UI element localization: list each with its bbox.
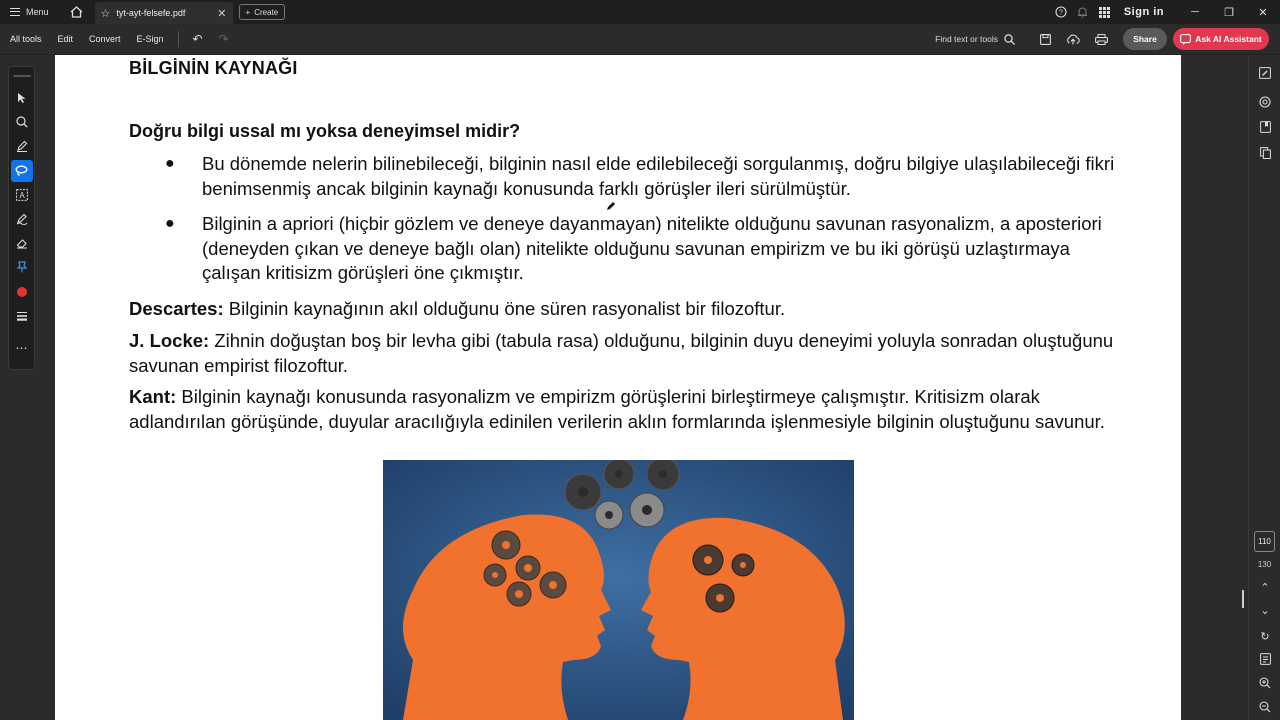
- ai-assistant-button[interactable]: [1173, 28, 1269, 50]
- total-pages: 130: [1257, 559, 1272, 569]
- find-tools-search[interactable]: [935, 34, 1015, 45]
- bullet-marker: ●: [165, 155, 175, 172]
- quick-tools-rail: [8, 66, 35, 370]
- star-icon[interactable]: ☆: [100, 7, 111, 20]
- find-label: Find text or tools: [935, 34, 998, 44]
- bookmark-icon[interactable]: [1258, 120, 1272, 134]
- more-tools-icon[interactable]: ⋯: [15, 340, 28, 355]
- convert-button[interactable]: Convert: [89, 34, 121, 44]
- line-weight-icon[interactable]: [11, 305, 33, 327]
- comment-zoom-icon[interactable]: [11, 111, 33, 133]
- kant-text: Bilginin kaynağı konusunda rasyonalizm ve empirizm görüşlerini birleştirmeye çalışmıştır. Kritisizm olarak adlandırılan görüşünde, duyular aracılığıyla edinilen verilerin aklın formlarında işlenmesiyle bilginin oluştuğunu savunur.: [129, 386, 1105, 432]
- ai-assistant-label: Ask AI Assistant: [1195, 34, 1262, 44]
- rotate-icon[interactable]: ↻: [1260, 630, 1270, 643]
- scroll-up-icon[interactable]: ⌃: [1260, 581, 1270, 594]
- pages-icon[interactable]: [1258, 146, 1272, 160]
- window-close-icon[interactable]: ✕: [1258, 6, 1268, 19]
- kant-label: Kant:: [129, 386, 177, 407]
- sign-in-button[interactable]: Sign in: [1123, 6, 1164, 18]
- menu-button[interactable]: [0, 0, 59, 24]
- color-picker-icon[interactable]: [11, 281, 33, 303]
- minimize-icon[interactable]: ─: [1191, 6, 1199, 18]
- comment-panel-icon[interactable]: [1258, 95, 1272, 109]
- share-button[interactable]: Share: [1123, 28, 1167, 50]
- bell-icon[interactable]: [1072, 0, 1094, 24]
- plus-icon: +: [245, 7, 251, 17]
- menu-label: Menu: [26, 7, 49, 17]
- fill-sign-icon[interactable]: [11, 208, 33, 230]
- descartes-text: Bilginin kaynağının akıl olduğunu öne süren rasyonalist bir filozoftur.: [223, 298, 786, 319]
- locke-text: Zihnin doğuştan boş bir levha gibi (tabula rasa) olduğunu, bilginin duyu deneyimi yoluyla sonradan oluştuğunu savunan empirist filozoftur.: [129, 330, 1114, 376]
- illustration-heads-gears: [383, 460, 854, 720]
- edit-button[interactable]: Edit: [57, 34, 74, 44]
- text-box-icon[interactable]: [11, 184, 33, 206]
- create-label: Create: [254, 7, 279, 17]
- eraser-icon[interactable]: [11, 232, 33, 254]
- cloud-upload-icon[interactable]: [1059, 27, 1087, 51]
- current-page-input[interactable]: 110: [1254, 531, 1275, 552]
- highlight-pen-icon[interactable]: [11, 135, 33, 157]
- tab-title: tyt-ayt-felsefe.pdf: [116, 8, 186, 18]
- save-icon[interactable]: [1031, 27, 1059, 51]
- descartes-label: Descartes:: [129, 298, 224, 319]
- section-question: Doğru bilgi ussal mı yoksa deneyimsel midir?: [129, 121, 521, 141]
- search-icon: [1004, 34, 1015, 45]
- ai-sparkle-icon: [1180, 34, 1191, 45]
- page-fit-icon[interactable]: [1258, 652, 1272, 666]
- svg-text:A: A: [18, 190, 25, 200]
- bullet-item: Bilginin a apriori (hiçbir gözlem ve deneye dayanmayan) nitelikte olduğunu savunan rasyonalizm, a aposteriori (deneyden çıkan ve deneye bağlı olan) nitelikte olduğunu savunan empirizm ve bu iki görüşü uzlaştırmaya çalışan kritisizm görüşleri öne çıkmıştır.: [202, 213, 1102, 283]
- print-icon[interactable]: [1087, 27, 1115, 51]
- kant-paragraph: [129, 385, 1114, 434]
- help-icon[interactable]: [1050, 0, 1072, 24]
- home-icon[interactable]: [65, 0, 89, 24]
- create-button[interactable]: [239, 4, 286, 20]
- locke-label: J. Locke:: [129, 330, 210, 351]
- toolbar-divider: [178, 31, 179, 47]
- undo-icon[interactable]: ↶: [192, 32, 203, 46]
- bullet-item: Bu dönemde nelerin bilinebileceği, bilginin nasıl elde edilebileceği sorgulanmış, doğru bilgiye ulaşılabileceği fikri benimsenmiş ancak bilginin kaynağı konusunda farklı görüşler ileri sürülmüştür.: [202, 153, 1115, 199]
- svg-text:?: ?: [1058, 9, 1063, 17]
- page-title: BİLGİNİN KAYNAĞI: [129, 58, 298, 78]
- apps-grid-icon[interactable]: [1094, 0, 1116, 24]
- restore-icon[interactable]: ❐: [1224, 6, 1234, 19]
- descartes-paragraph: [129, 297, 1114, 322]
- select-cursor-icon[interactable]: [11, 87, 33, 109]
- redo-icon[interactable]: ↷: [218, 32, 229, 46]
- scroll-down-icon[interactable]: ⌄: [1260, 604, 1270, 617]
- esign-button[interactable]: E-Sign: [136, 34, 164, 44]
- right-side-panel: [1248, 55, 1280, 720]
- pin-icon[interactable]: [11, 256, 33, 278]
- pen-cursor-icon: [605, 200, 617, 212]
- bullet-marker: ●: [165, 215, 175, 232]
- hamburger-icon: [10, 8, 20, 16]
- zoom-in-icon[interactable]: [1258, 676, 1272, 690]
- locke-paragraph: [129, 329, 1114, 378]
- zoom-out-icon[interactable]: [1258, 700, 1272, 714]
- all-tools-button[interactable]: All tools: [10, 34, 42, 44]
- scrollbar-thumb[interactable]: [1242, 590, 1244, 608]
- close-tab-icon[interactable]: ✕: [217, 7, 227, 20]
- main-toolbar: [0, 24, 1280, 55]
- document-tab[interactable]: [95, 2, 233, 24]
- title-bar: [0, 0, 1280, 24]
- rail-drag-handle[interactable]: [13, 75, 31, 77]
- pdf-page: [55, 55, 1181, 720]
- edit-pdf-icon[interactable]: [1258, 66, 1272, 80]
- draw-lasso-icon[interactable]: [11, 160, 33, 182]
